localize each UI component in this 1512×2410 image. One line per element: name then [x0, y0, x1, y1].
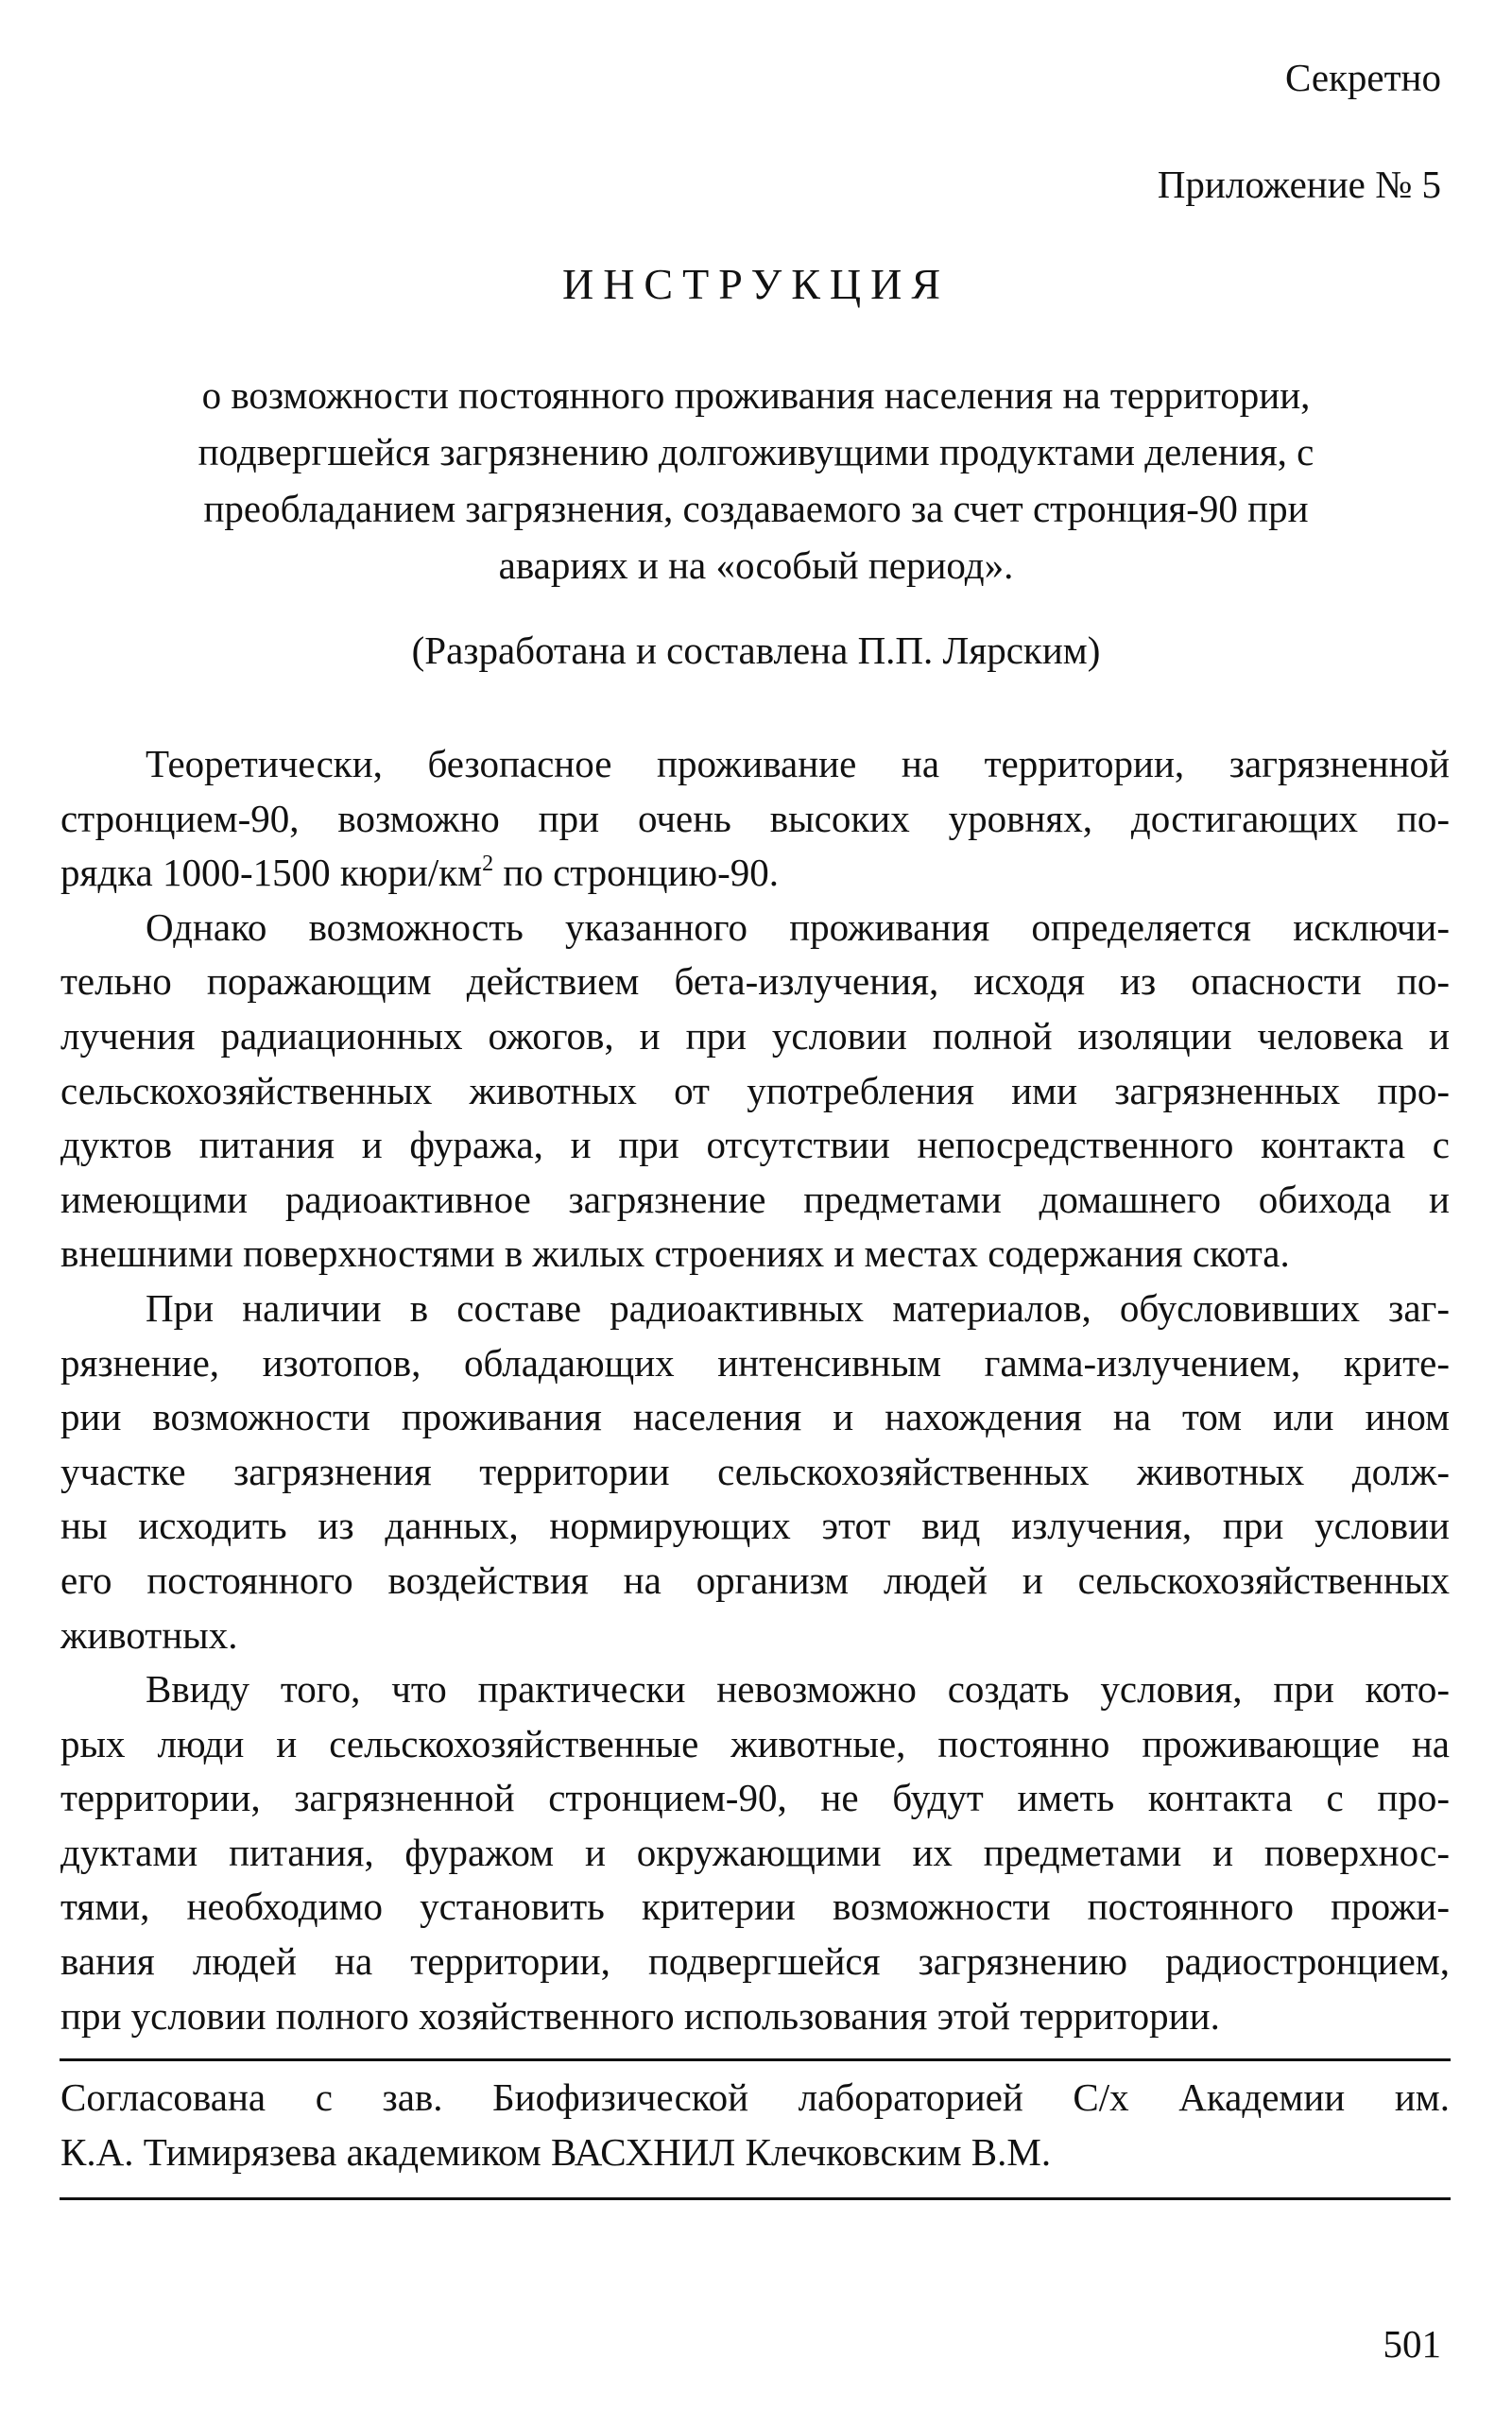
- text-line: рии возможности проживания населения и нахождения на том или ином: [60, 1395, 1450, 1439]
- text-line: Однако возможность указанного проживания определяется исключи-: [146, 904, 1450, 949]
- page-number: 501: [1383, 2322, 1441, 2366]
- text-line: сельскохозяйственных животных от употребления ими загрязненных про-: [60, 1068, 1450, 1112]
- superscript: 2: [482, 852, 494, 877]
- text-line: дуктов питания и фуража, и при отсутствии непосредственного контакта с: [60, 1123, 1450, 1167]
- footnote-line: К.А. Тимирязева академиком ВАСХНИЛ Клечковским В.М.: [60, 2130, 1052, 2174]
- classification-mark: Секретно: [1284, 56, 1441, 99]
- text-line: ны исходить из данных, нормирующих этот вид излучения, при условии: [60, 1504, 1450, 1548]
- text-line: территории, загрязненной стронцием-90, не будут иметь контакта с про-: [60, 1776, 1450, 1820]
- footnote-line: Согласована с зав. Биофизической лабораторией С/х Академии им.: [60, 2075, 1450, 2119]
- footnote-rule-top: [60, 2058, 1451, 2061]
- subtitle-line: преобладанием загрязнения, создаваемого за счет стронция-90 при: [203, 487, 1309, 530]
- text-fragment: рядка 1000-1500 кюри/км: [60, 851, 483, 895]
- text-line: Теоретически, безопасное проживание на территории, загрязненной: [146, 742, 1450, 785]
- body-text: [60, 737, 1450, 2043]
- document-title: ИНСТРУКЦИЯ: [561, 260, 951, 308]
- text-line: имеющими радиоактивное загрязнение предметами домашнего обихода и: [60, 1177, 1450, 1221]
- text-line: рязнение, изотопов, обладающих интенсивным гамма-излучением, крите-: [60, 1340, 1450, 1385]
- paragraph-3: [60, 1282, 1450, 1662]
- subtitle-line: подвергшейся загрязнению долгоживущими продуктами деления, с: [198, 430, 1314, 473]
- text-fragment: по стронцию-90.: [493, 851, 780, 895]
- text-line: его постоянного воздействия на организм людей и сельскохозяйственных: [60, 1558, 1450, 1602]
- subtitle-line: о возможности постоянного проживания населения на территории,: [201, 373, 1311, 417]
- text-line: тельно поражающим действием бета-излучения, исходя из опасности по-: [60, 959, 1450, 1004]
- text-line: внешними поверхностями в жилых строениях и местах содержания скота.: [60, 1231, 1290, 1276]
- text-line: дуктами питания, фуражом и окружающими их предметами и поверхнос-: [60, 1830, 1450, 1874]
- text-line: стронцием-90, возможно при очень высоких уровнях, достигающих по-: [60, 796, 1450, 840]
- text-line: [60, 846, 1450, 901]
- text-line: вания людей на территории, подвергшейся загрязнению радиостронцием,: [60, 1939, 1450, 1984]
- text-line: тями, необходимо установить критерии возможности постоянного прожи-: [60, 1885, 1450, 1929]
- footnote: [60, 2070, 1450, 2179]
- text-line: участке загрязнения территории сельскохозяйственных животных долж-: [60, 1449, 1450, 1493]
- text-line: лучения радиационных ожогов, и при условии полной изоляции человека и: [60, 1013, 1450, 1058]
- text-line: при условии полного хозяйственного использования этой территории.: [60, 1993, 1220, 2038]
- author-note: (Разработана и составлена П.П. Лярским): [411, 628, 1101, 672]
- document-subtitle: [90, 367, 1422, 594]
- footnote-rule-bottom: [60, 2197, 1451, 2200]
- appendix-label: Приложение № 5: [1157, 163, 1441, 206]
- text-line: Ввиду того, что практически невозможно создать условия, при кото-: [146, 1667, 1450, 1712]
- paragraph-2: [60, 901, 1450, 1282]
- subtitle-line: авариях и на «особый период».: [498, 543, 1014, 587]
- text-line: животных.: [60, 1612, 238, 1657]
- text-line: При наличии в составе радиоактивных материалов, обусловивших заг-: [146, 1285, 1450, 1330]
- paragraph-1: [60, 737, 1450, 901]
- paragraph-4: [60, 1662, 1450, 2043]
- text-line: рых люди и сельскохозяйственные животные, постоянно проживающие на: [60, 1721, 1450, 1765]
